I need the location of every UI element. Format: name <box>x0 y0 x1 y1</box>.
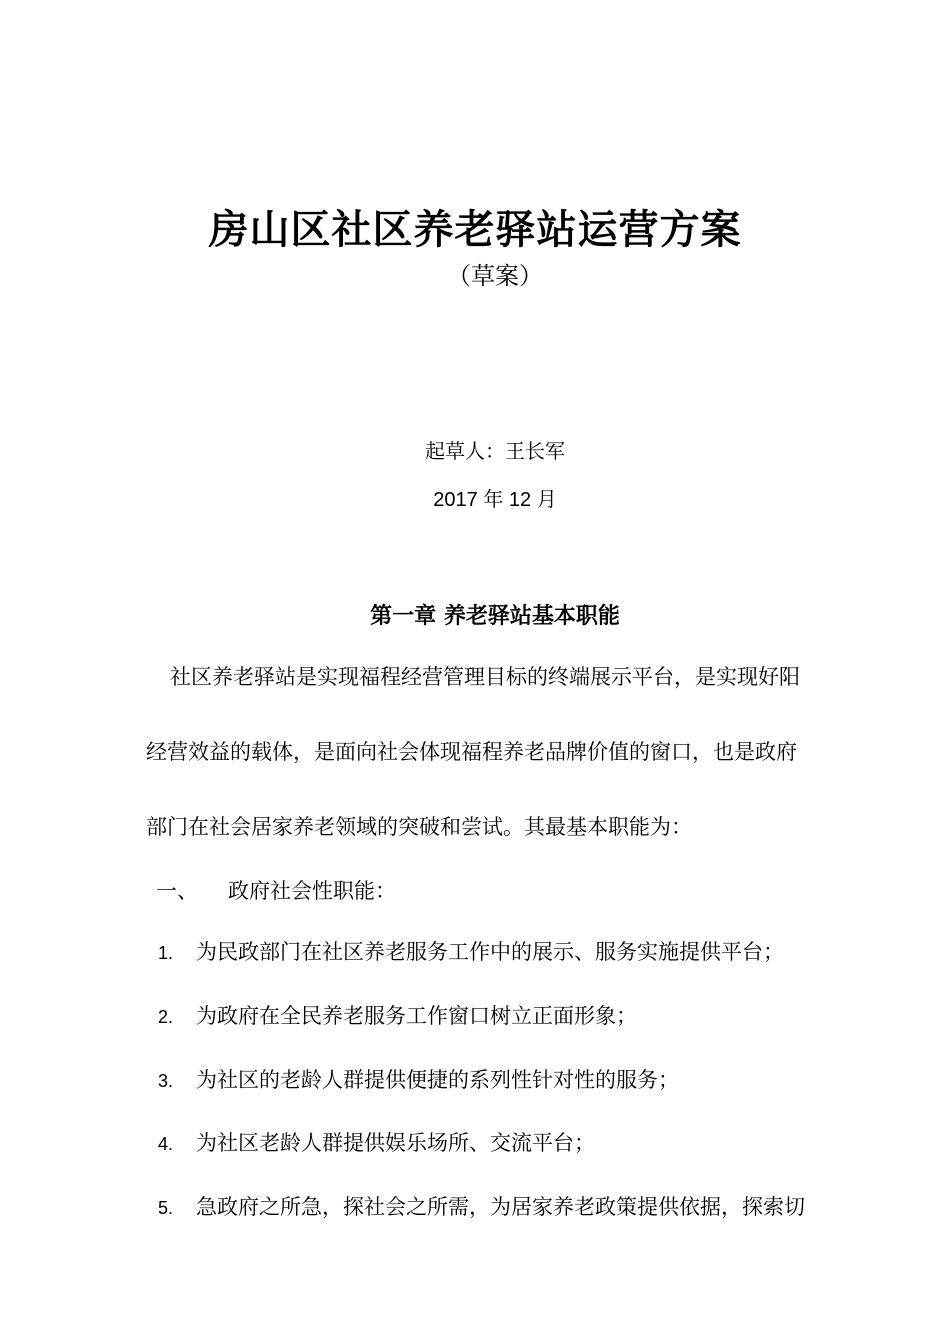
list-item-number: 5. <box>158 1198 174 1218</box>
list-item-text: 为民政部门在社区养老服务工作中的展示、服务实施提供平台； <box>196 940 784 964</box>
list-item-number: 4. <box>158 1134 174 1154</box>
date-line: 2017 年 12 月 <box>433 489 557 511</box>
paragraph-line: 经营效益的载体，是面向社会体现福程养老品牌价值的窗口，也是政府 <box>146 740 797 764</box>
paragraph-line: 部门在社会居家养老领域的突破和尝试。其最基本职能为： <box>146 815 692 839</box>
list-item <box>158 1128 868 1159</box>
list-item <box>158 1001 868 1032</box>
list-item <box>158 1192 868 1223</box>
section-number: 一、 <box>156 879 198 903</box>
list-item-text: 为政府在全民养老服务工作窗口树立正面形象； <box>196 1004 637 1028</box>
section-label: 政府社会性职能： <box>228 879 396 903</box>
list-item-text: 急政府之所急，探社会之所需，为居家养老政策提供依据，探索切 <box>196 1195 805 1219</box>
paragraph-line: 社区养老驿站是实现福程经营管理目标的终端展示平台，是实现好阳 <box>170 665 800 689</box>
list-item <box>158 937 868 968</box>
list-item-number: 1. <box>158 943 174 963</box>
document-title: 房山区社区养老驿站运营方案 <box>208 206 742 253</box>
document-subtitle: （草案） <box>447 262 543 290</box>
list-item-number: 3. <box>158 1071 174 1091</box>
list-item-text: 为社区老龄人群提供娱乐场所、交流平台； <box>196 1131 595 1155</box>
list-item-text: 为社区的老龄人群提供便捷的系列性针对性的服务； <box>196 1068 679 1092</box>
drafter-line: 起草人：王长军 <box>425 439 565 463</box>
section-heading <box>156 876 396 906</box>
chapter-heading: 第一章 养老驿站基本职能 <box>370 603 620 629</box>
list-item-number: 2. <box>158 1007 174 1027</box>
list-item <box>158 1065 868 1096</box>
